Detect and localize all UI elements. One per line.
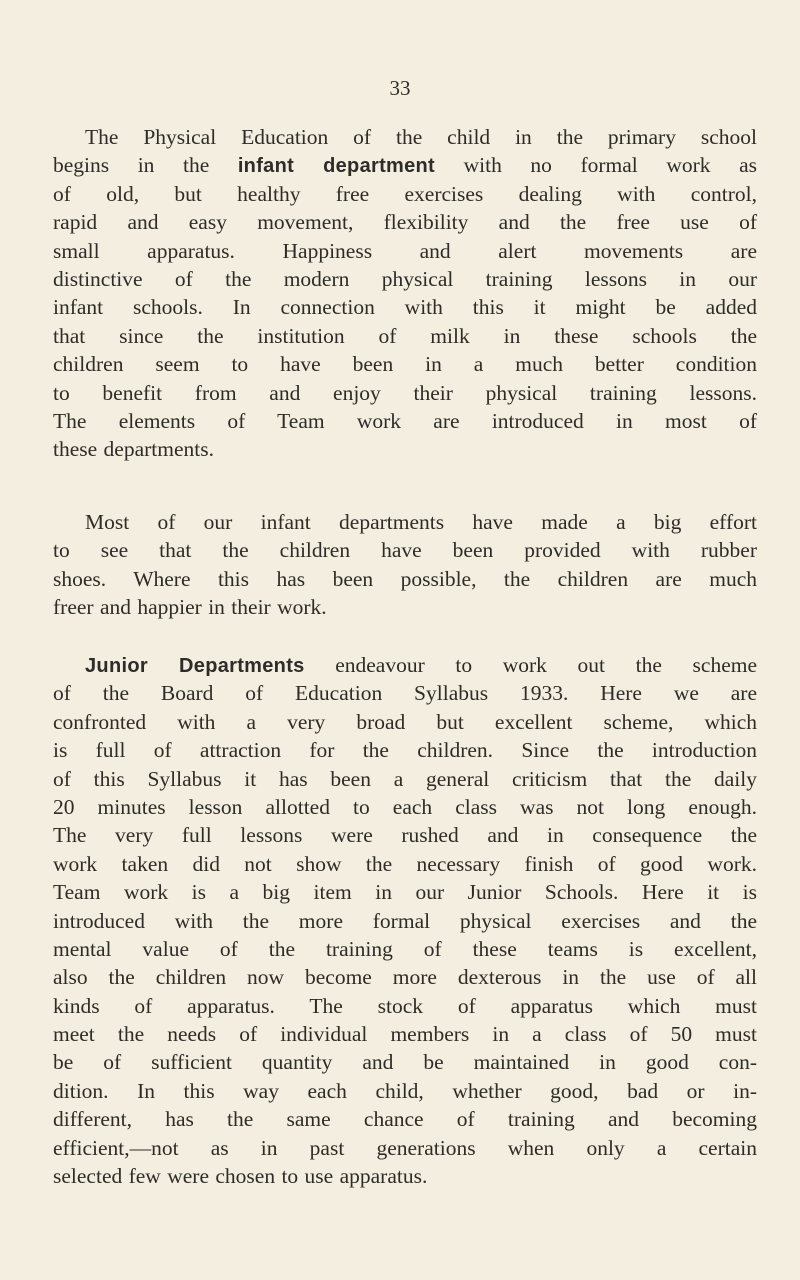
text-line xyxy=(53,963,757,991)
text-line xyxy=(53,151,757,179)
bold-term: Junior Departments xyxy=(85,655,305,677)
text-segment: kinds of apparatus. The stock of apparatus which must xyxy=(53,993,757,1018)
text-segment: introduced with the more formal physical exercises and the xyxy=(53,908,757,933)
paragraph-rubber-shoes xyxy=(53,508,757,622)
text-segment: children seem to have been in a much better condition xyxy=(53,352,757,377)
text-line xyxy=(53,708,757,736)
page-number: 33 xyxy=(389,76,411,100)
text-line xyxy=(53,679,757,707)
text-segment: also the children now become more dexterous in the use of all xyxy=(53,965,757,990)
text-line xyxy=(53,322,757,350)
text-segment: of this Syllabus it has been a general criticism that the daily xyxy=(53,766,757,791)
text-line xyxy=(53,651,757,679)
text-segment: confronted with a very broad but excellent scheme, which xyxy=(53,709,757,734)
text-segment: dition. In this way each child, whether good, bad or in- xyxy=(53,1078,757,1103)
text-segment: is full of attraction for the children. Since the introduction xyxy=(53,738,757,763)
text-segment: The very full lessons were rushed and in consequence the xyxy=(53,823,757,848)
text-line xyxy=(53,1134,757,1162)
text-segment: of old, but healthy free exercises dealing with control, xyxy=(53,181,757,206)
text-line xyxy=(53,237,757,265)
text-segment: to see that the children have been provided with rubber xyxy=(53,538,757,563)
text-segment: freer and happier in their work. xyxy=(53,595,327,620)
text-line xyxy=(53,793,757,821)
text-line xyxy=(53,1162,757,1190)
text-segment: The elements of Team work are introduced in most of xyxy=(53,408,757,433)
paragraph-infant-department xyxy=(53,123,757,464)
text-segment: distinctive of the modern physical training lessons in our xyxy=(53,266,757,291)
text-line xyxy=(53,123,757,151)
text-line xyxy=(53,293,757,321)
text-segment: these departments. xyxy=(53,437,215,462)
text-line xyxy=(53,350,757,378)
text-segment: mental value of the training of these teams is excellent, xyxy=(53,936,757,961)
text-line xyxy=(53,435,757,463)
text-line xyxy=(53,508,757,536)
text-line xyxy=(53,536,757,564)
text-segment: efficient,—not as in past generations when only a certain xyxy=(53,1135,757,1160)
text-segment: to benefit from and enjoy their physical training lessons. xyxy=(53,380,757,405)
text-line xyxy=(53,878,757,906)
text-segment: selected few were chosen to use apparatus. xyxy=(53,1164,428,1189)
text-segment: 20 minutes lesson allotted to each class was not long enough. xyxy=(53,794,757,819)
text-line xyxy=(53,208,757,236)
text-segment: small apparatus. Happiness and alert movements are xyxy=(53,238,757,263)
text-line xyxy=(53,180,757,208)
text-line xyxy=(53,1020,757,1048)
paragraph-junior-departments xyxy=(53,651,757,1190)
text-line xyxy=(53,407,757,435)
text-segment: The Physical Education of the child in the primary school xyxy=(85,125,757,149)
text-line xyxy=(53,593,757,621)
text-segment: meet the needs of individual members in a class of 50 must xyxy=(53,1022,757,1047)
text-line xyxy=(53,265,757,293)
text-segment: of the Board of Education Syllabus 1933. Here we are xyxy=(53,681,757,706)
text-line xyxy=(53,907,757,935)
text-segment: infant schools. In connection with this it might be added xyxy=(53,295,757,320)
text-line xyxy=(53,736,757,764)
bold-term: infant department xyxy=(237,155,436,178)
text-segment: with no formal work as xyxy=(435,153,757,178)
text-line xyxy=(53,565,757,593)
text-segment: different, has the same chance of training and becoming xyxy=(53,1107,757,1132)
text-line xyxy=(53,821,757,849)
text-line xyxy=(53,992,757,1020)
text-line xyxy=(53,765,757,793)
text-line xyxy=(53,1048,757,1076)
text-line xyxy=(53,379,757,407)
text-segment: begins in the xyxy=(53,153,238,178)
text-segment: work taken did not show the necessary finish of good work. xyxy=(53,851,757,876)
text-segment: Most of our infant departments have made a big effort xyxy=(85,510,757,534)
text-line xyxy=(53,1105,757,1133)
text-line xyxy=(53,1077,757,1105)
text-line xyxy=(53,850,757,878)
text-segment: that since the institution of milk in these schools the xyxy=(53,323,757,348)
text-segment: shoes. Where this has been possible, the children are much xyxy=(53,566,757,591)
text-segment: be of sufficient quantity and be maintained in good con- xyxy=(53,1050,757,1075)
text-line xyxy=(53,935,757,963)
text-segment: Team work is a big item in our Junior Schools. Here it is xyxy=(53,880,757,905)
text-segment: rapid and easy movement, flexibility and the free use of xyxy=(53,210,757,235)
text-segment: endeavour to work out the scheme xyxy=(304,653,757,677)
